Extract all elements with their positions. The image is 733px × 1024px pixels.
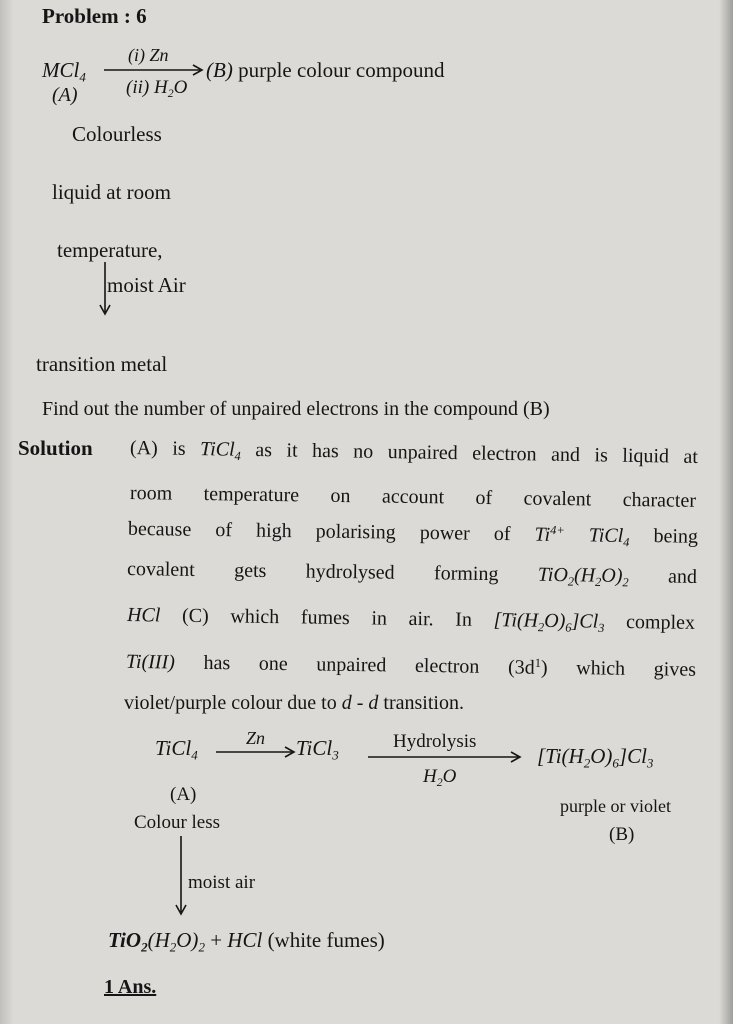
page-right-shadow [719, 0, 733, 1024]
solution-line-1: (A) is TiCl$_4$ as it has no unpaired electron and is liquid at [129, 437, 699, 468]
reagent-bottom: (ii) $H_2O$ [126, 77, 188, 101]
solution-line-2: room temperature on account of covalent character [129, 482, 697, 512]
problem-title: Problem : 6 [42, 4, 147, 28]
property-colourless: Colourless [72, 122, 162, 146]
solution-line-7: violet/purple colour due to d - d transition. [124, 692, 464, 714]
scheme-label-a: (A) [170, 784, 197, 805]
solution-heading: Solution [18, 436, 93, 460]
solution-line-3: because of high polarising power of $Ti^{4+}$ TiCl$_4$ being [127, 517, 699, 550]
scheme-label-colourless: Colour less [134, 812, 221, 833]
property-moist-air: moist Air [107, 273, 186, 297]
page-left-shadow [0, 0, 14, 1024]
scheme-arrow2-top: Hydrolysis [393, 731, 477, 752]
question-text: Find out the number of unpaired electrons in the compound (B) [42, 398, 550, 420]
scheme-label-b: (B) [609, 824, 635, 845]
solution-line-5: HCl (C) which fumes in air. In $[Ti(H_2O)_6]Cl_3$ complex [126, 604, 696, 635]
solution-line-4: covalent gets hydrolysed forming $TiO_2(H_2O)_2$ and [126, 558, 698, 590]
product-label: (B) purple colour compound [206, 58, 445, 82]
reactant-label: (A) [52, 84, 78, 106]
solution-line-6: Ti(III) has one unpaired electron $(3d^1)$ which gives [125, 650, 697, 681]
answer-text: 1 Ans. [104, 976, 157, 998]
scheme-start: TiCl$_4$ [155, 736, 198, 763]
scheme-hydrolysis-products: $TiO_2(H_2O)_2$ + HCl (white fumes) [108, 928, 385, 955]
property-transition-metal: transition metal [36, 352, 168, 376]
scheme-arrow1-label: Zn [246, 728, 266, 748]
scheme-down-arrow [174, 836, 188, 918]
scheme-mid: TiCl$_3$ [296, 736, 339, 763]
scheme-arrow-2 [368, 751, 524, 763]
reaction-arrow [104, 64, 206, 76]
scheme-label-purple: purple or violet [560, 796, 671, 816]
reactant-formula: MCl$_4$ [42, 58, 86, 85]
scheme-arrow2-bottom: $H_2O$ [423, 766, 457, 790]
reagent-top: (i) Zn [128, 45, 169, 65]
property-temperature: temperature, [57, 238, 163, 262]
property-liquid: liquid at room [52, 180, 171, 204]
scheme-moist-air: moist air [188, 872, 256, 893]
scheme-product: $[Ti(H_2O)_6]Cl_3$ [537, 744, 654, 771]
scheme-arrow-1 [216, 746, 298, 758]
